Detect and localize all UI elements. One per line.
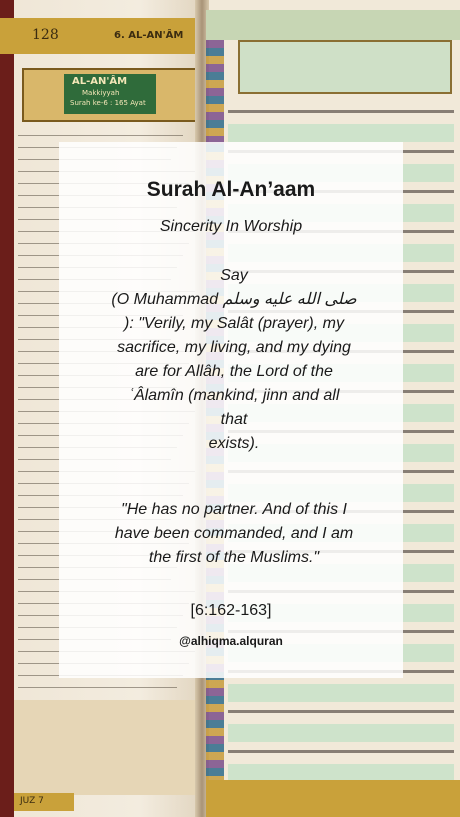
card-title: Surah Al-An’aam [146, 178, 316, 201]
arabic-line [228, 750, 454, 753]
text-line [18, 135, 183, 136]
banner-title: AL-AN'ÂM [72, 76, 128, 87]
surah-header: 6. AL-AN'ÂM [114, 30, 184, 41]
footnote-area [14, 700, 200, 795]
verse-line: (O Muhammad صلى الله عليه وسلم [111, 291, 357, 308]
page-edge-strip [0, 0, 14, 817]
surah-title-ornament [238, 40, 452, 94]
transliteration-band [228, 724, 454, 742]
transliteration-band [228, 684, 454, 702]
left-page-header [0, 18, 200, 54]
card-subtitle: Sincerity In Worship [159, 218, 303, 235]
surah-banner [22, 68, 202, 122]
verse-line: are for Allâh, the Lord of the [135, 363, 333, 380]
banner-makkiyyah: Makkiyyah [82, 89, 120, 97]
verse-card [59, 142, 403, 678]
verse-line: exists). [208, 435, 260, 452]
arabic-line [228, 710, 454, 713]
text-line [18, 687, 177, 688]
quote-line: have been commanded, and I am [114, 525, 354, 542]
quote-line: the first of the Muslims." [148, 549, 320, 566]
verse-line: ʿÂlamîn (mankind, jinn and all [128, 387, 340, 404]
verse-line: that [220, 411, 248, 428]
page-number: 128 [32, 27, 59, 43]
account-handle: @alhiqma.alquran [179, 634, 283, 648]
quote-line: "He has no partner. And of this I [121, 501, 347, 518]
verse-line: ): "Verily, my Salât (prayer), my [124, 315, 344, 332]
verse-line: sacrifice, my living, and my dying [117, 339, 351, 356]
right-page-header [206, 10, 460, 40]
right-page-footer [206, 780, 460, 817]
transliteration-band [228, 124, 454, 142]
juz-label: JUZ 7 [14, 793, 74, 811]
verse-line: Say [220, 267, 248, 284]
verse-text [93, 264, 375, 456]
banner-surah: Surah ke-6 : 165 Ayat [70, 99, 146, 107]
verse-reference: [6:162-163] [190, 602, 272, 619]
quote-text [93, 498, 375, 570]
arabic-line [228, 110, 454, 113]
